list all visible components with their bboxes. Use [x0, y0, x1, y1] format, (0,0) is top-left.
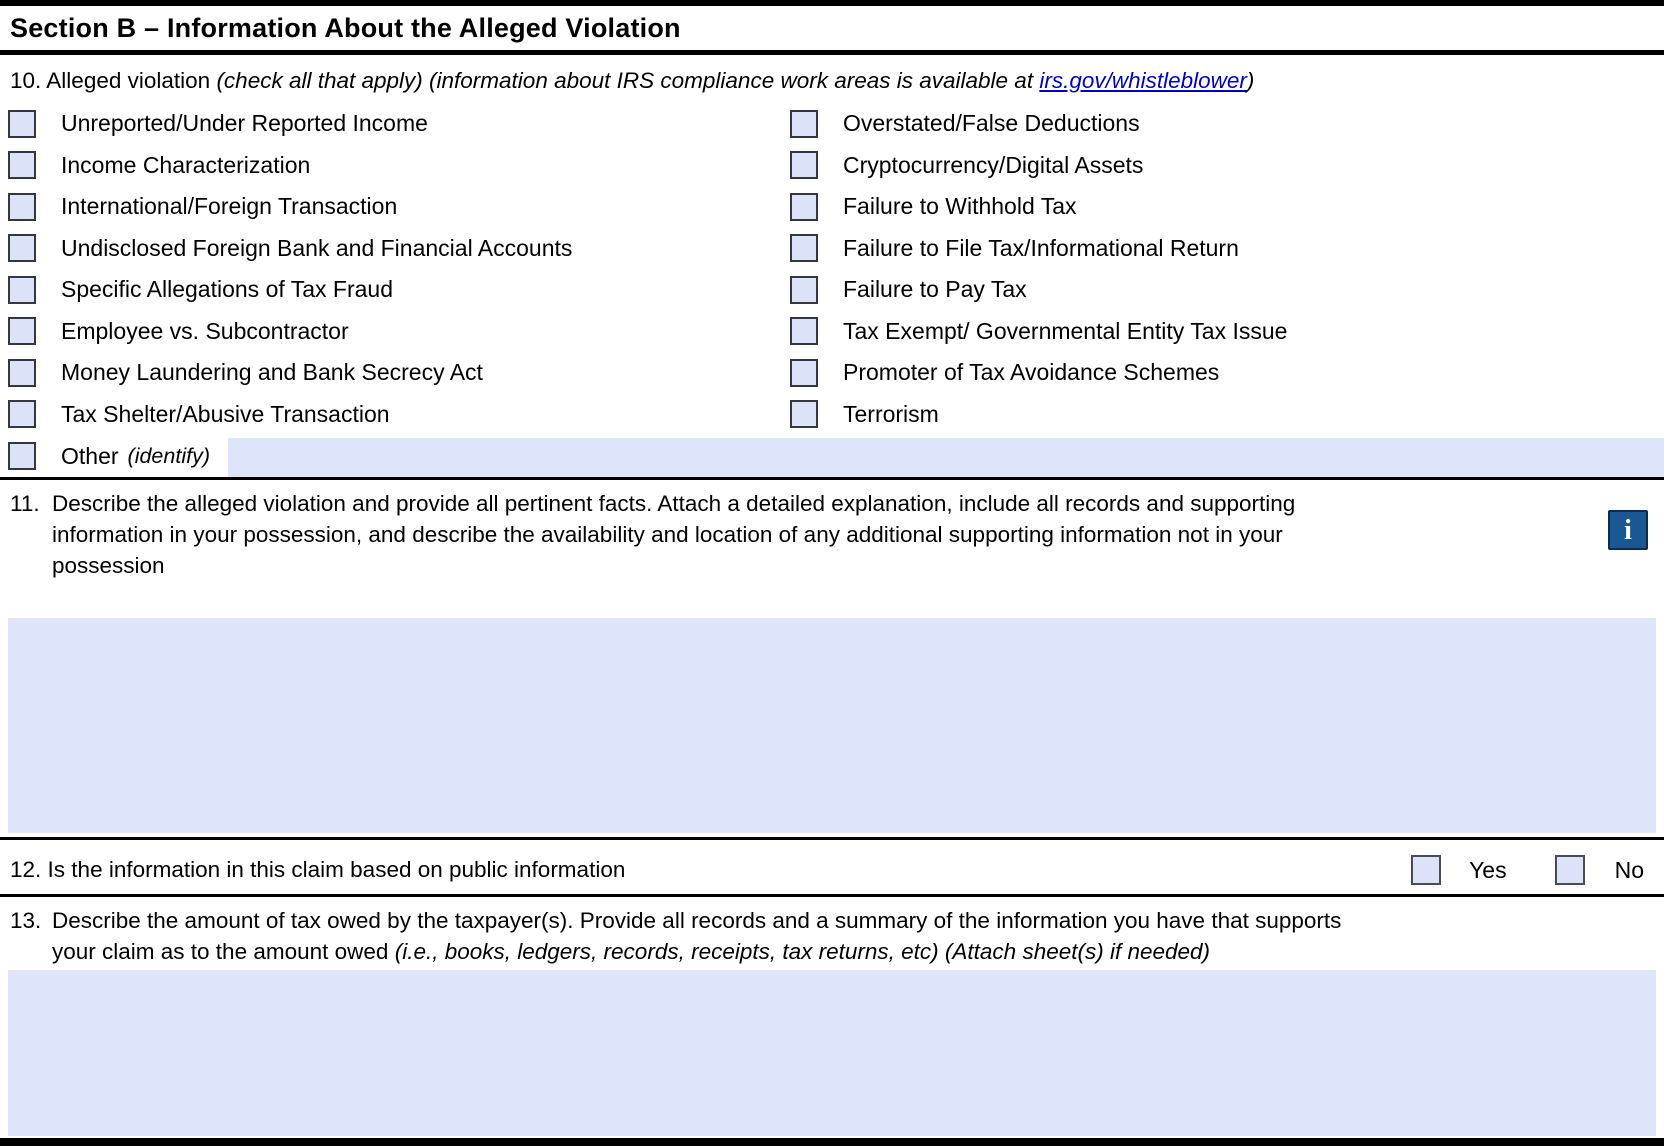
- checkbox-failure-to-file-return[interactable]: [790, 234, 818, 262]
- q12-text: Is the information in this claim based on public information: [47, 857, 626, 882]
- option-label: Overstated/False Deductions: [843, 110, 1140, 137]
- other-option-row: [0, 435, 1664, 477]
- violation-options-left-column: [0, 103, 782, 435]
- q12-yes-no-group: [1411, 855, 1644, 885]
- option-label: Tax Exempt/ Governmental Entity Tax Issue: [843, 317, 1288, 344]
- checkbox-q12-no[interactable]: [1555, 855, 1585, 885]
- option-row: [0, 186, 782, 228]
- option-label: Undisclosed Foreign Bank and Financial Accounts: [61, 234, 573, 261]
- checkbox-failure-to-pay-tax[interactable]: [790, 276, 818, 304]
- option-label: Failure to Withhold Tax: [843, 193, 1077, 220]
- q10-label: Alleged violation: [46, 68, 211, 93]
- checkbox-failure-to-withhold-tax[interactable]: [790, 193, 818, 221]
- option-label: Specific Allegations of Tax Fraud: [61, 276, 393, 303]
- option-row: [0, 269, 782, 311]
- option-row: [782, 269, 1664, 311]
- q11-textarea[interactable]: [8, 618, 1656, 833]
- info-icon[interactable]: i: [1608, 510, 1648, 550]
- option-row: [0, 145, 782, 187]
- option-row: [0, 311, 782, 353]
- checkbox-tax-shelter-abusive-transaction[interactable]: [8, 400, 36, 428]
- section-title: Section B – Information About the Alleged Violation: [10, 13, 681, 43]
- option-label: Unreported/Under Reported Income: [61, 110, 428, 137]
- checkbox-overstated-false-deductions[interactable]: [790, 110, 818, 138]
- checkbox-q12-yes[interactable]: [1411, 855, 1441, 885]
- q11-line: possession: [52, 553, 165, 578]
- q12-prompt: [10, 857, 625, 883]
- option-label: Failure to Pay Tax: [843, 276, 1027, 303]
- checkbox-income-characterization[interactable]: [8, 151, 36, 179]
- option-label: Employee vs. Subcontractor: [61, 317, 349, 344]
- q11-prompt: [0, 480, 1664, 581]
- option-label: Money Laundering and Bank Secrecy Act: [61, 359, 483, 386]
- option-row: [0, 352, 782, 394]
- checkbox-promoter-tax-avoidance[interactable]: [790, 359, 818, 387]
- checkbox-other[interactable]: [8, 442, 36, 470]
- other-label: Other: [61, 442, 119, 469]
- option-row: [782, 352, 1664, 394]
- q12-row: [0, 840, 1664, 894]
- q13-prompt: [0, 897, 1664, 967]
- other-identify-label: (identify): [127, 443, 210, 468]
- q10-number: 10.: [10, 68, 42, 93]
- q13-textarea[interactable]: [8, 970, 1656, 1136]
- option-label: Tax Shelter/Abusive Transaction: [61, 400, 390, 427]
- option-row: [782, 311, 1664, 353]
- checkbox-tax-exempt-governmental-entity[interactable]: [790, 317, 818, 345]
- q13-text: [52, 905, 1341, 967]
- q10-instructions-close: ): [1246, 68, 1255, 93]
- option-row: [782, 145, 1664, 187]
- q13-number: 13.: [10, 908, 42, 933]
- option-row: [0, 228, 782, 270]
- option-row: [782, 103, 1664, 145]
- checkbox-employee-vs-subcontractor[interactable]: [8, 317, 36, 345]
- q12-yes-label: Yes: [1469, 856, 1507, 883]
- violation-options-right-column: [782, 103, 1664, 435]
- q11-number: 11.: [10, 491, 40, 516]
- option-row: [0, 394, 782, 436]
- option-row: [782, 186, 1664, 228]
- q10-instructions: (check all that apply) (information about IRS compliance work areas is available at: [216, 68, 1034, 93]
- q13-line: [52, 936, 1341, 967]
- q13-line2-italic: (i.e., books, ledgers, records, receipts, tax returns, etc) (Attach sheet(s) if needed): [394, 939, 1211, 964]
- other-input[interactable]: [228, 438, 1664, 477]
- option-row: [0, 103, 782, 145]
- whistleblower-link[interactable]: irs.gov/whistleblower: [1039, 68, 1247, 93]
- option-row: [782, 394, 1664, 436]
- checkbox-specific-allegations-tax-fraud[interactable]: [8, 276, 36, 304]
- checkbox-unreported-income[interactable]: [8, 110, 36, 138]
- q11-line: Describe the alleged violation and provide all pertinent facts. Attach a detailed explanation, include all records and supporting: [52, 491, 1296, 516]
- checkbox-undisclosed-foreign-bank-accounts[interactable]: [8, 234, 36, 262]
- option-row: [782, 228, 1664, 270]
- checkbox-international-foreign-transaction[interactable]: [8, 193, 36, 221]
- option-label: Terrorism: [843, 400, 939, 427]
- q10-prompt: [0, 55, 1664, 103]
- q11-text: [52, 488, 1295, 581]
- q11-line: information in your possession, and describe the availability and location of any additional supporting information not in your: [52, 522, 1283, 547]
- q13-line2-normal: your claim as to the amount owed: [52, 939, 389, 964]
- option-label: Promoter of Tax Avoidance Schemes: [843, 359, 1220, 386]
- violation-options-grid: [0, 103, 1664, 435]
- q12-no-label: No: [1614, 856, 1644, 883]
- q12-number: 12.: [10, 857, 42, 882]
- option-label: International/Foreign Transaction: [61, 193, 398, 220]
- checkbox-money-laundering-bank-secrecy[interactable]: [8, 359, 36, 387]
- option-label: Failure to File Tax/Informational Return: [843, 234, 1239, 261]
- option-label: Income Characterization: [61, 151, 311, 178]
- option-label: Cryptocurrency/Digital Assets: [843, 151, 1144, 178]
- q13-line: Describe the amount of tax owed by the taxpayer(s). Provide all records and a summary of the information you have that supports: [52, 908, 1342, 933]
- checkbox-cryptocurrency-digital-assets[interactable]: [790, 151, 818, 179]
- checkbox-terrorism[interactable]: [790, 400, 818, 428]
- bottom-divider-bar: [0, 1138, 1664, 1146]
